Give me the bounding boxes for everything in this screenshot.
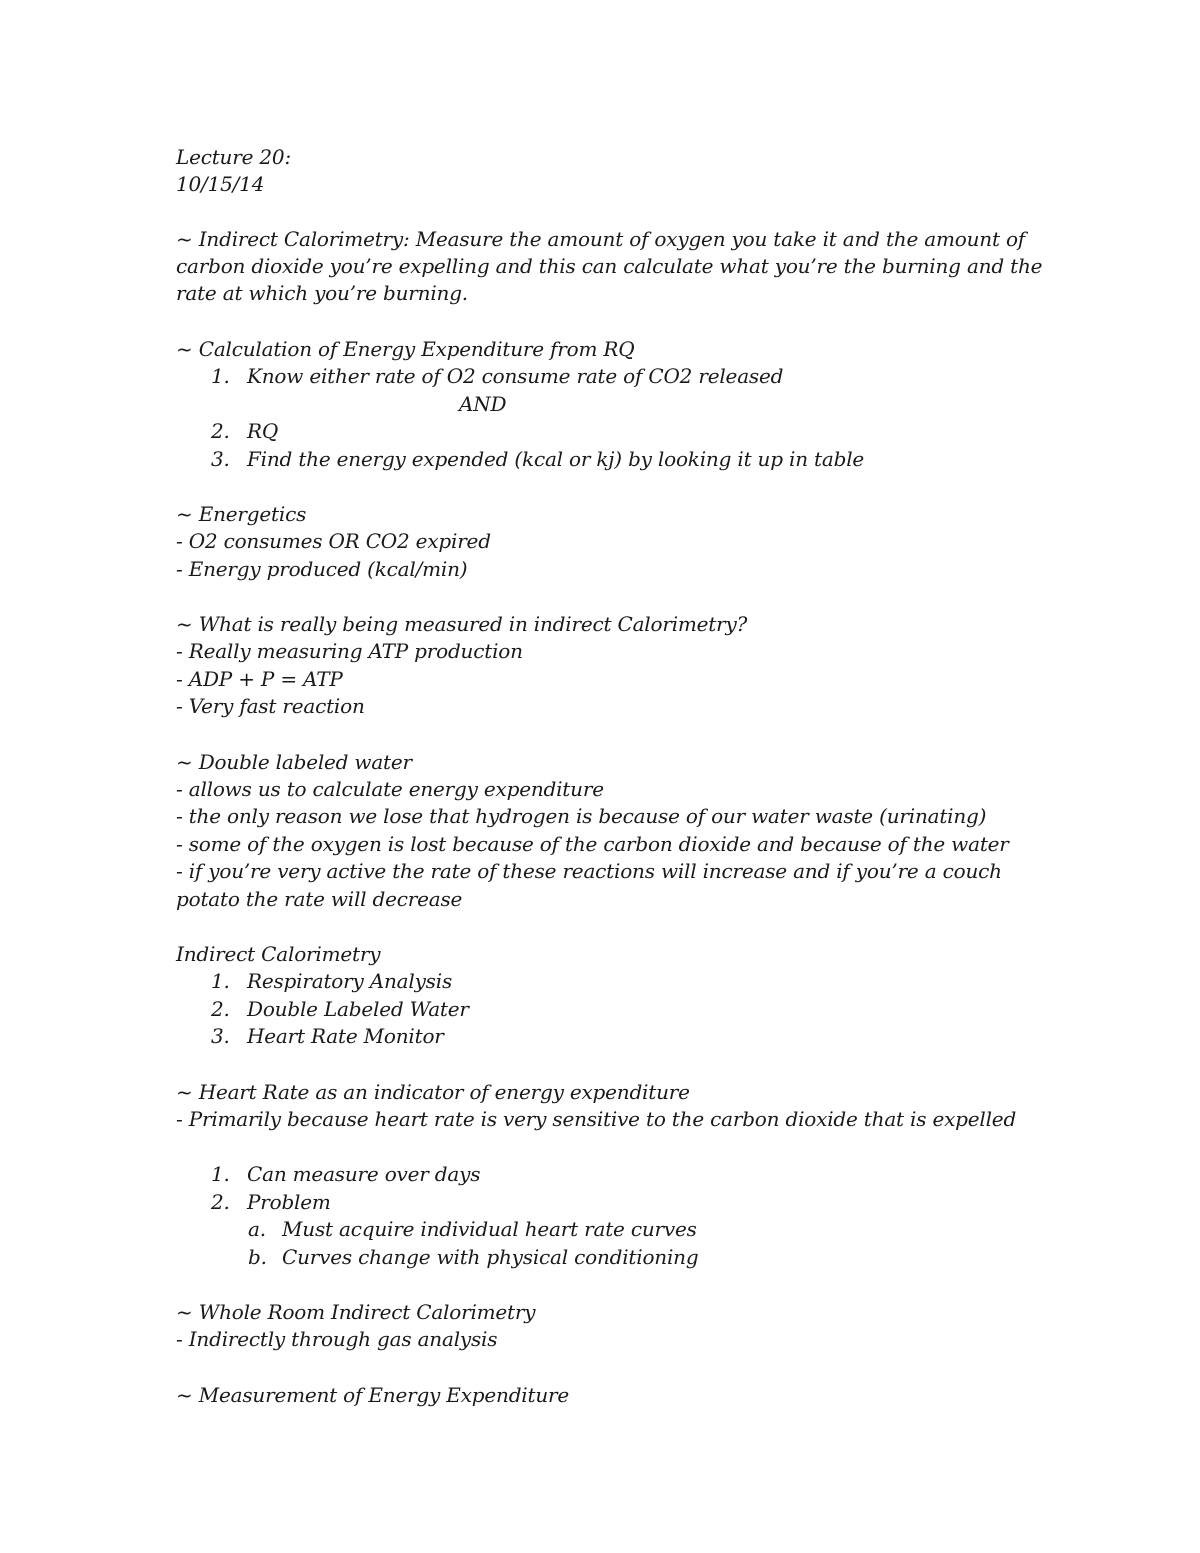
list-text: Problem — [247, 1190, 331, 1214]
sub-list-letter: a. — [248, 1217, 266, 1241]
list-item — [211, 418, 278, 445]
list-number: 3. — [211, 447, 230, 471]
sub-list-text: Must acquire individual heart rate curves — [282, 1217, 697, 1241]
list-item — [211, 996, 469, 1023]
double-labeled-water-line: - some of the oxygen is lost because of the carbon dioxide and because of the water — [176, 832, 1009, 856]
list-number: 1. — [211, 364, 230, 388]
list-number: 2. — [211, 1190, 230, 1214]
measurement-heading: ~ Measurement of Energy Expenditure — [176, 1383, 570, 1407]
list-text: Can measure over days — [247, 1162, 481, 1186]
and-label: AND — [459, 392, 507, 416]
sub-list-item — [248, 1244, 698, 1271]
sub-list-letter: b. — [248, 1245, 267, 1269]
list-item — [211, 968, 452, 995]
list-text: Double Labeled Water — [247, 997, 469, 1021]
whole-room-heading: ~ Whole Room Indirect Calorimetry — [176, 1300, 536, 1324]
list-number: 1. — [211, 969, 230, 993]
rq-heading: ~ Calculation of Energy Expenditure from RQ — [176, 337, 635, 361]
list-text: RQ — [247, 419, 279, 443]
list-number: 2. — [211, 419, 230, 443]
list-text: Heart Rate Monitor — [247, 1024, 444, 1048]
sub-list-item — [248, 1216, 697, 1243]
list-item — [211, 1023, 444, 1050]
measured-line: - Very fast reaction — [176, 694, 365, 718]
indirect-calorimetry-line-3: rate at which you’re burning. — [176, 281, 468, 305]
heart-rate-heading: ~ Heart Rate as an indicator of energy expenditure — [176, 1080, 690, 1104]
indirect-calorimetry-line-1: ~ Indirect Calorimetry: Measure the amount of oxygen you take it and the amount of — [176, 227, 1025, 251]
energetics-heading: ~ Energetics — [176, 502, 307, 526]
list-text: Respiratory Analysis — [247, 969, 453, 993]
list-number: 3. — [211, 1024, 230, 1048]
list-item — [211, 1189, 331, 1216]
energetics-line: - Energy produced (kcal/min) — [176, 557, 468, 581]
double-labeled-water-line: - the only reason we lose that hydrogen is because of our water waste (urinating) — [176, 804, 987, 828]
double-labeled-water-line: - if you’re very active the rate of these reactions will increase and if you’re a couch — [176, 859, 1002, 883]
list-item — [211, 1161, 480, 1188]
double-labeled-water-line: potato the rate will decrease — [176, 887, 463, 911]
measured-line: - Really measuring ATP production — [176, 639, 523, 663]
indirect-calorimetry-heading: Indirect Calorimetry — [176, 942, 381, 966]
heart-rate-line: - Primarily because heart rate is very sensitive to the carbon dioxide that is expelled — [176, 1107, 1017, 1131]
whole-room-line: - Indirectly through gas analysis — [176, 1327, 498, 1351]
list-text: Know either rate of O2 consume rate of CO2 released — [247, 364, 784, 388]
lecture-date: 10/15/14 — [176, 172, 265, 196]
list-item — [211, 446, 864, 473]
lecture-title: Lecture 20: — [176, 145, 291, 169]
energetics-line: - O2 consumes OR CO2 expired — [176, 529, 491, 553]
double-labeled-water-heading: ~ Double labeled water — [176, 750, 412, 774]
measured-line: - ADP + P = ATP — [176, 667, 343, 691]
indirect-calorimetry-line-2: carbon dioxide you’re expelling and this can calculate what you’re the burning and the — [176, 254, 1043, 278]
list-number: 1. — [211, 1162, 230, 1186]
list-item — [211, 363, 783, 390]
list-number: 2. — [211, 997, 230, 1021]
double-labeled-water-line: - allows us to calculate energy expenditure — [176, 777, 604, 801]
sub-list-text: Curves change with physical conditioning — [282, 1245, 699, 1269]
list-text: Find the energy expended (kcal or kj) by looking it up in table — [247, 447, 865, 471]
measured-heading: ~ What is really being measured in indirect Calorimetry? — [176, 612, 748, 636]
